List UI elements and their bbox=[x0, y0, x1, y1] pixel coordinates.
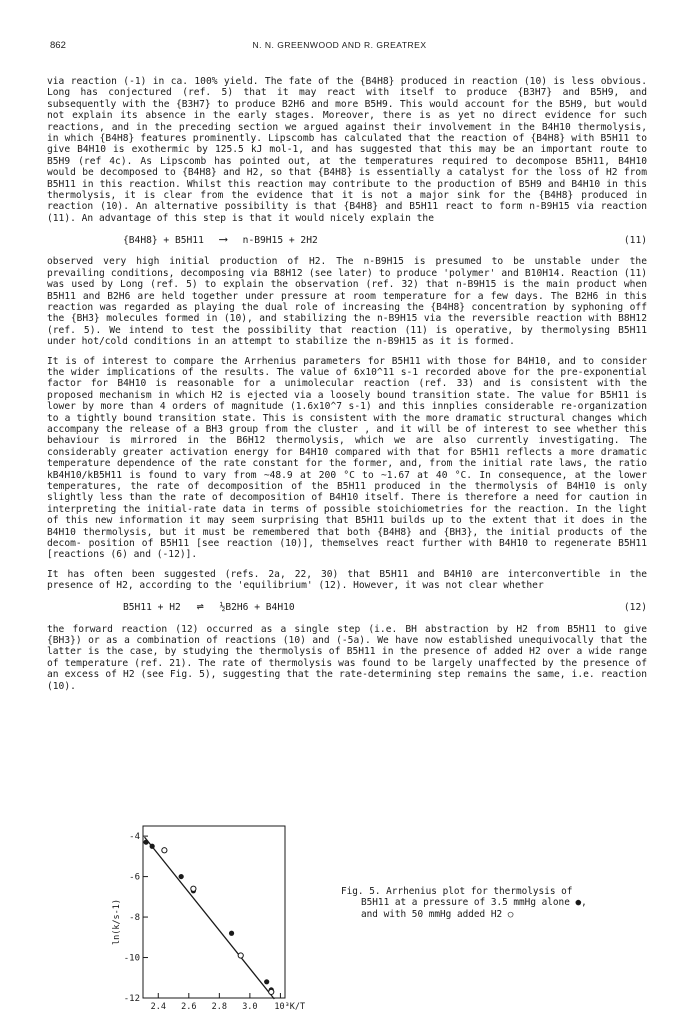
fit-line bbox=[145, 837, 275, 999]
equation-12 bbox=[47, 601, 647, 615]
data-point-with-h2 bbox=[269, 989, 274, 994]
figure-caption bbox=[341, 886, 661, 920]
running-head: N. N. GREENWOOD AND R. GREATREX bbox=[252, 40, 427, 50]
data-point-alone bbox=[143, 840, 148, 845]
arrhenius-plot bbox=[87, 818, 337, 1018]
article-body bbox=[47, 76, 647, 700]
equation-body bbox=[123, 601, 295, 613]
paragraph-2: observed very high initial production of H2. The n-B9H15 is presumed to be unstable under the prevailing conditions, decomposing via B8H12 (see later) to produce 'polymer' and B10H14. Reaction (11) was used by Long (ref. 5) to explain the observation (ref. 32) that n-B9H15 is the main product when B5H11 and B2H6 are held together under pressure at room temperature for a few days. The B2H6 in this reaction was regarded as playing the dual role of increasing the {B4H8} concentration by syphoning off the {BH3} molecules formed in (10), and stabilizing the n-B9H15 via the reversible reaction with B8H12 (ref. 5). We intend to test the possibility that reaction (11) is operative, by thermolysing B5H11 under hot/cold conditions in an attempt to stabilize the n-B9H15 as it is formed. bbox=[47, 256, 647, 348]
y-tick-label: -4 bbox=[129, 832, 140, 843]
figure-5 bbox=[87, 818, 677, 1018]
page-number: 862 bbox=[50, 40, 66, 51]
data-point-with-h2 bbox=[238, 953, 243, 958]
x-tick-label: 2.4 bbox=[150, 1002, 166, 1012]
equation-lhs: {B4H8} + B5H11 bbox=[123, 235, 204, 247]
equation-rhs: n-B9H15 + 2H2 bbox=[242, 235, 318, 247]
paragraph-4: It has often been suggested (refs. 2a, 22, 30) that B5H11 and B4H10 are interconvertible in the presence of H2, according to the 'equilibrium' (12). However, it was not clear whether bbox=[47, 568, 647, 592]
data-point-with-h2 bbox=[191, 886, 196, 891]
x-tick-label: 3.0 bbox=[242, 1002, 258, 1012]
data-point-with-h2 bbox=[162, 848, 167, 853]
paragraph-3: It is of interest to compare the Arrhenius parameters for B5H11 with those for B4H10, and to consider the wider implications of the results. The value of 6x10^11 s-1 recorded above for the pre-exponential factor for B4H10 is reasonable for a unimolecular reaction (ref. 33) and is consistent with the proposed mechanism in which H2 is ejected via a loosely bound transition state. The value for B5H11 is lower by more than 4 orders of magnitude (1.6x10^7 s-1) and this innplies considerable re-organization to a tightly bound transition state. This is consistent with the more dramatic structural changes which accompany the release of a BH3 group from the cluster , and it will be of interest to see whether this behaviour is mirrored in the B6H12 thermolysis, which we are also currently investigating. The considerably greater activation energy for B4H10 compared with that for B5H11 reflects a more dramatic temperature dependence of the rate constant for the former, and, from the initial rate laws, the ratio kB4H10/kB5H11 is found to vary from ~48.9 at 200 °C to ~1.67 at 40 °C. In consequence, at the lower temperatures, the rate of decomposition of the B5H11 produced in the thermolysis of B4H10 is only slightly less than the rate of decomposition of B4H10 itself. There is therefore a need for caution in interpreting the initial-rate data in terms of possible stoichiometries for the reaction. In the light of this new information it may seem surprising that B5H11 builds up to the extent that it does in the B4H10 thermolysis, but it must be remembered that both {B4H8} and {BH3}, the initial products of the decom- position of B5H11 [see reaction (10)], themselves react further with B4H10 to regenerate B5H11 [reactions (6) and (-12)]. bbox=[47, 355, 647, 561]
y-tick-label: -12 bbox=[123, 994, 140, 1004]
paragraph-5: the forward reaction (12) occurred as a single step (i.e. BH abstraction by H2 from B5H11 to give {BH3}) or as a combination of reactions (10) and (-5a). We have now established unequivocally that the latter is the case, by studying the thermolysis of B5H11 in the presence of added H2 over a wide range of temperature (ref. 21). The rate of thermolysis was found to be largely unaffected by the presence of an excess of H2 (see Fig. 5), suggesting that the rate-determining step remains the same, i.e. reaction (10). bbox=[47, 623, 647, 692]
equation-11 bbox=[47, 233, 647, 247]
caption-line: and with 50 mmHg added H2 ○ bbox=[361, 908, 514, 920]
equation-rhs: ½B2H6 + B4H10 bbox=[219, 602, 295, 614]
data-point-alone bbox=[150, 844, 155, 849]
y-tick-label: -8 bbox=[129, 913, 140, 924]
y-tick-label: -10 bbox=[123, 953, 140, 964]
x-tick-label: 2.8 bbox=[211, 1002, 228, 1012]
equilibrium-arrow-icon: ⇌ bbox=[196, 599, 204, 614]
page-header bbox=[0, 40, 679, 54]
data-point-alone bbox=[264, 979, 269, 984]
data-point-alone bbox=[229, 931, 234, 936]
equation-number: (11) bbox=[623, 234, 647, 246]
data-point-alone bbox=[179, 874, 184, 879]
equation-number: (12) bbox=[623, 601, 647, 613]
paragraph-1: via reaction (-1) in ca. 100% yield. The fate of the {B4H8} produced in reaction (10) is less obvious. Long has conjectured (ref. 5) that it may react with itself to produce {B3H7} and B5H9, and subsequently with the {B3H7} to produce B2H6 and more B5H9. This would account for the B5H9, but would not explain its absence in the early stages. Moreover, there is as yet no direct evidence for such reactions, and in the preceding section we argued against their involvement in the B4H10 thermolysis, in which {B4H8} features prominently. Lipscomb has calculated that the reaction of {B4H8} with B5H11 to give B4H10 is exothermic by 125.5 kJ mol-1, and has suggested that this may be an important route to B5H9 (ref 4c). As Lipscomb has pointed out, at the temperatures required to decompose B5H11, B4H10 would be decomposed to {B4H8} and H2, so that {B4H8} is essentially a catalyst for the loss of H2 from B5H11 in this reaction. Whilst this reaction may contribute to the production of B5H9 and B4H10 in this thermolysis, it is clear from the evidence that it is not a major sink for the {B4H8} produced in reaction (10). An alternative possibility is that {B4H8} and B5H11 react to form n-B9H15 via reaction (11). An advantage of this step is that it would nicely explain the bbox=[47, 76, 647, 224]
x-tick-label: 10³K/T bbox=[274, 1002, 306, 1012]
y-axis-label: ln(k/s-1) bbox=[112, 898, 122, 946]
reaction-arrow-icon: ⟶ bbox=[219, 232, 227, 247]
y-tick-label: -6 bbox=[129, 872, 140, 883]
x-tick-label: 2.6 bbox=[181, 1002, 197, 1012]
caption-line: B5H11 at a pressure of 3.5 mmHg alone ●, bbox=[361, 897, 587, 909]
caption-line: Fig. 5. Arrhenius plot for thermolysis of bbox=[341, 886, 573, 897]
equation-body bbox=[123, 234, 318, 246]
equation-lhs: B5H11 + H2 bbox=[123, 602, 181, 614]
